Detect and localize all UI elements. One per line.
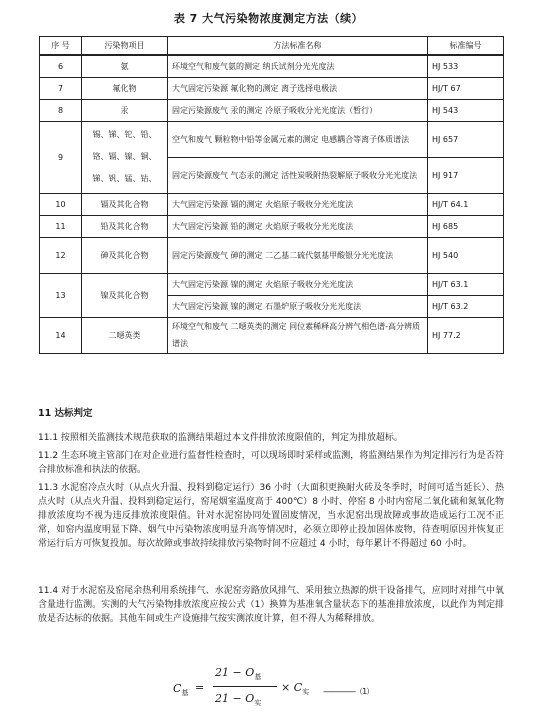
row-item: 汞 <box>82 99 168 121</box>
row-item: 镉及其化合物 <box>82 193 168 215</box>
row-no: 6 <box>40 55 82 77</box>
formula-equals: = <box>195 681 205 694</box>
table-row <box>40 55 504 77</box>
row-method: 环境空气和废气 二噁英类的测定 同位素稀释高分辨气相色谱-高分辨质谱法 <box>168 317 428 353</box>
row-no: 9 <box>40 121 82 193</box>
row-method: 空气和废气 颗粒物中铅等金属元素的测定 电感耦合等离子体质谱法 <box>168 121 428 157</box>
row-no: 14 <box>40 317 82 353</box>
row-no: 13 <box>40 273 82 317</box>
row-item <box>82 121 168 193</box>
header-item: 污染物项目 <box>82 37 168 56</box>
table-row <box>40 77 504 99</box>
header-no: 序 号 <box>40 37 82 56</box>
row-code: HJ 540 <box>428 237 504 273</box>
header-code: 标准编号 <box>428 37 504 56</box>
row-method: 大气固定污染源 铅的测定 火焰原子吸收分光光度法 <box>168 215 428 237</box>
row-code: HJ 917 <box>428 157 504 193</box>
row-code: HJ 77.2 <box>428 317 504 353</box>
row-code: HJ/T 64.1 <box>428 193 504 215</box>
row-item: 铅及其化合物 <box>82 215 168 237</box>
row-method: 大气固定污染源 镍的测定 火焰原子吸收分光光度法 <box>168 273 428 295</box>
row-item-line: 锑、钒、锰、钴、 <box>92 174 157 183</box>
row-no: 10 <box>40 193 82 215</box>
row-code: HJ/T 63.1 <box>428 273 504 295</box>
table-row <box>40 193 504 215</box>
row-method: 大气固定污染源 镉的测定 火焰原子吸收分光光度法 <box>168 193 428 215</box>
row-code: HJ 657 <box>428 121 504 157</box>
row-no: 12 <box>40 237 82 273</box>
row-code: HJ 543 <box>428 99 504 121</box>
row-item: 镍及其化合物 <box>82 273 168 317</box>
row-no: 8 <box>40 99 82 121</box>
section-heading: 11 达标判定 <box>38 408 93 419</box>
table-row <box>40 121 504 157</box>
methods-table <box>39 36 504 354</box>
paragraph-11-2: 11.2 生态环境主管部门在对企业进行监督性检查时，可以现场即时采样或监测，将监测结果作为判定排污行为是否符合排放标准和执法的依据。 <box>38 451 504 475</box>
table-row <box>40 317 504 353</box>
row-item: 氟化物 <box>82 77 168 99</box>
row-code: HJ 685 <box>428 215 504 237</box>
row-method: 大气固定污染源 镍的测定 石墨炉原子吸收分光光度法 <box>168 295 428 317</box>
row-method: 固定污染源废气 砷的测定 二乙基二硫代氨基甲酸银分光光度法 <box>168 237 428 273</box>
row-no: 7 <box>40 77 82 99</box>
row-method: 大气固定污染源 氟化物的测定 离子选择电极法 <box>168 77 428 99</box>
table-row <box>40 215 504 237</box>
formula-fraction-bar <box>213 686 277 687</box>
row-method: 固定污染源废气 气态汞的测定 活性炭吸附热裂解原子吸收分光光度法 <box>168 157 428 193</box>
paragraph-11-1: 11.1 按照相关监测技术规范获取的监测结果超过本文件排放浓度限值的，判定为排放超标。 <box>38 433 403 443</box>
row-item: 砷及其化合物 <box>82 237 168 273</box>
table-title: 表 7 大气污染物浓度测定方法（续） <box>173 12 364 25</box>
table-row <box>40 99 504 121</box>
row-method: 固定污染源废气 汞的测定 冷原子吸收分光光度法（暂行） <box>168 99 428 121</box>
row-item: 氨 <box>82 55 168 77</box>
table-header-row <box>40 37 504 56</box>
table-row <box>40 237 504 273</box>
formula-lhs: $C_基$ <box>173 682 189 698</box>
table-row <box>40 273 504 295</box>
paragraph-11-4: 11.4 对于水泥窑及窑尾余热利用系统排气、水泥窑旁路放风排气、采用独立热源的烘干设备排气，应同时对排气中氧含量进行监测。实测的大气污染物排放浓度应按公式（1）换算为基准氧含量状态下的基准排放浓度，以此作为判定排放是否达标的依据。其他车间或生产设施排气按实测浓度计算，但不得人为稀释排放。 <box>38 586 504 624</box>
row-item: 二噁英类 <box>82 317 168 353</box>
header-method: 方法标准名称 <box>168 37 428 56</box>
paragraph-11-3: 11.3 水泥窑冷点火时（从点火升温、投料到稳定运行）36 小时（大面积更换耐火砖及冬季时，时间可适当延长）、热点火时（从点火升温、投料到稳定运行，窑尾烟室温度高于 400℃）8 小时、停窑 8 小时内窑尾二氧化硫和氮氧化物排放浓度均不视为违反排放浓度限值。针对水泥窑协同处置固废情况，当水泥窑出现故障或事故造成运行工况不正常，如窑内温度明显下降、烟气中污染物浓度明显升高等情况时，必须立即停止投加固体废物，待查明原因并恢复正常运行后方可恢复投加。每次故障或事故持续排放污染物时间不应超过 4 小时，每年累计不得超过 60 小时。 <box>38 483 504 549</box>
row-method: 环境空气和废气氨的测定 纳氏试剂分光光度法 <box>168 55 428 77</box>
formula-1 <box>173 660 473 720</box>
formula-tag: -----------------（1） <box>323 687 374 696</box>
formula-numerator: $21 - O_基$ <box>215 666 262 682</box>
row-code: HJ/T 63.2 <box>428 295 504 317</box>
formula-denominator: $21 - O_实$ <box>215 692 262 708</box>
row-no: 11 <box>40 215 82 237</box>
row-code: HJ 533 <box>428 55 504 77</box>
formula-rhs: × $C_实$ <box>281 681 310 697</box>
row-item-line: 锡、锑、铊、铅、 <box>92 130 157 139</box>
row-item-line: 铬、镉、镍、铜、 <box>92 152 157 161</box>
row-code: HJ/T 67 <box>428 77 504 99</box>
